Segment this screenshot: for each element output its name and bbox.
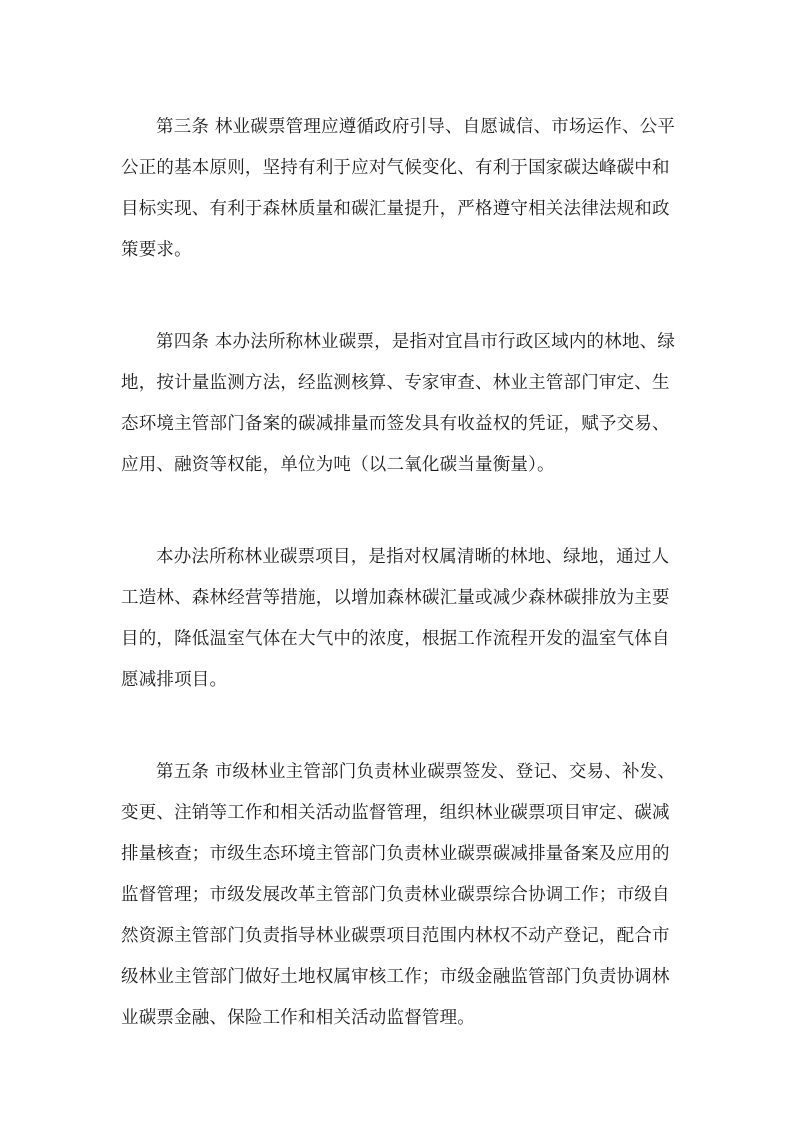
paragraph-project-definition: 本办法所称林业碳票项目，是指对权属清晰的林地、绿地，通过人工造林、森林经营等措施，以增加森林碳汇量或减少森林碳排放为主要目的，降低温室气体在大气中的浓度，根据工作流程开发的温室气体自愿减排项目。 — [121, 547, 670, 690]
paragraph-article-3: 第三条 林业碳票管理应遵循政府引导、自愿诚信、市场运作、公平公正的基本原则，坚持有利于应对气候变化、有利于国家碳达峰碳中和目标实现、有利于森林质量和碳汇量提升，严格遵守相关法律法规和政策要求。 — [121, 117, 676, 260]
paragraph-article-5: 第五条 市级林业主管部门负责林业碳票签发、登记、交易、补发、变更、注销等工作和相关活动监督管理，组织林业碳票项目审定、碳减排量核查；市级生态环境主管部门负责林业碳票碳减排量备案及应用的监督管理；市级发展改革主管部门负责林业碳票综合协调工作；市级自然资源主管部门负责指导林业碳票项目范围内林权不动产登记，配合市级林业主管部门做好土地权属审核工作；市级金融监管部门负责协调林业碳票金融、保险工作和相关活动监督管理。 — [121, 762, 676, 1028]
paragraph-gap — [121, 271, 681, 322]
paragraph-gap — [121, 701, 681, 752]
document-body — [121, 107, 681, 1039]
paragraph-gap — [121, 486, 681, 537]
paragraph-article-4: 第四条 本办法所称林业碳票，是指对宜昌市行政区域内的林地、绿地，按计量监测方法，经监测核算、专家审查、林业主管部门审定、生态环境主管部门备案的碳减排量而签发具有收益权的凭证，赋予交易、应用、融资等权能，单位为吨（以二氧化碳当量衡量）。 — [121, 332, 676, 475]
